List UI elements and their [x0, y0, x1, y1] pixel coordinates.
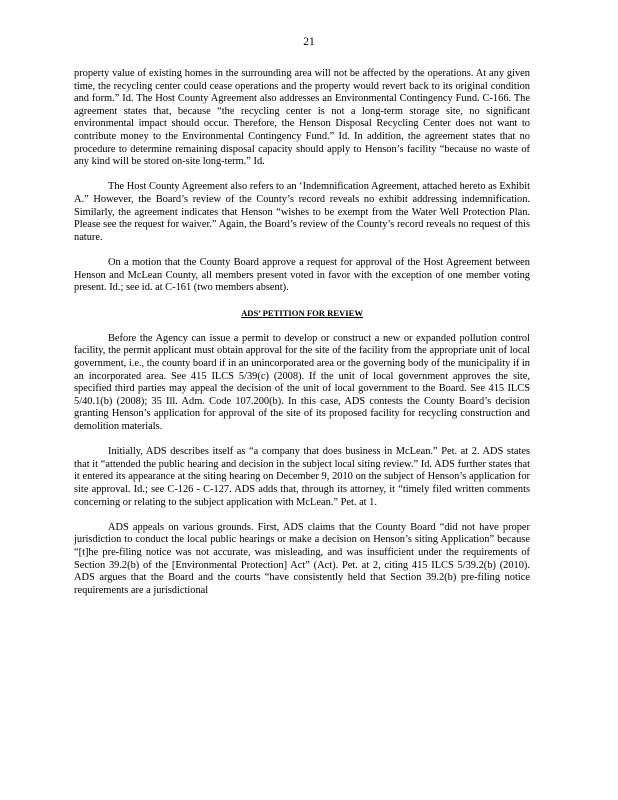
paragraph-2: The Host County Agreement also refers to an ‘Indemnification Agreement, attached hereto as Exhibit A.” However, the Board’s review of the County’s record reveals no exhibit addressing indemnification. Similarly, the agreement indicates that Henson “wishes to be exempt from the Water Well Protection Plan. Please see the request for waiver.” Again, the Board’s review of the County’s record reveals no request of this nature.: [74, 181, 530, 243]
page-number: 21: [303, 36, 315, 48]
paragraph-1: property value of existing homes in the surrounding area will not be affected by the operations. At any given time, the recycling center could cease operations and the property would revert back to its original condition and form.” Id. The Host County Agreement also addresses an Environmental Contingency Fund. C-166. The agreement states that, because “the recycling center is not a long-term storage site, no significant environmental impact should occur. Therefore, the Henson Disposal Recycling Center does not want to contribute money to the Environmental Contingency Fund.” Id. In addition, the agreement states that no procedure to determine remaining disposal capacity should apply to Henson’s facility “because no waste of any kind will be stored on-site long-term.” Id.: [74, 68, 530, 168]
document-body: [74, 68, 530, 610]
paragraph-4: Before the Agency can issue a permit to develop or construct a new or expanded pollution control facility, the permit applicant must obtain approval for the site of the facility from the appropriate unit of local government, i.e., the county board if in an unincorporated area or the governing body of the municipality if in an incorporated area. See 415 ILCS 5/39(c) (2008). If the unit of local government approves the site, specified third parties may appeal the decision of the unit of local government to the Board. See 415 ILCS 5/40.1(b) (2008); 35 Ill. Adm. Code 107.200(b). In this case, ADS contests the County Board’s decision granting Henson’s application for approval of the site of its proposed facility for recycling construction and demolition materials.: [74, 332, 530, 433]
paragraph-6: ADS appeals on various grounds. First, ADS claims that the County Board “did not have proper jurisdiction to conduct the local public hearings or make a decision on Henson’s siting Application” because “[t]he pre-filing notice was not accurate, was misleading, and was insufficient under the requirements of Section 39.2(b) of the [Environmental Protection] Act” (Act). Pet. at 2, citing 415 ILCS 5/39.2(b) (2010). ADS argues that the Board and the courts “have consistently held that Section 39.2(b) pre-filing notice requirements are a jurisdictional: [74, 521, 530, 596]
section-heading-text: ADS’ PETITION FOR REVIEW: [241, 308, 363, 319]
paragraph-3: On a motion that the County Board approve a request for approval of the Host Agreement between Henson and McLean County, all members present voted in favor with the exception of one member voting present. Id.; see id. at C-161 (two members absent).: [74, 256, 530, 294]
paragraph-5: Initially, ADS describes itself as “a company that does business in McLean.” Pet. at 2. ADS states that it “attended the public hearing and decision in the subject local siting review.” Id. ADS further states that it entered its appearance at the siting hearing on December 9, 2010 on the subject of Henson’s application for site approval. Id.; see C-126 - C-127. ADS adds that, through its attorney, it “timely filed written comments concerning or relating to the subject application with McLean.” Pet. at 1.: [74, 446, 530, 508]
section-heading: [74, 307, 530, 320]
